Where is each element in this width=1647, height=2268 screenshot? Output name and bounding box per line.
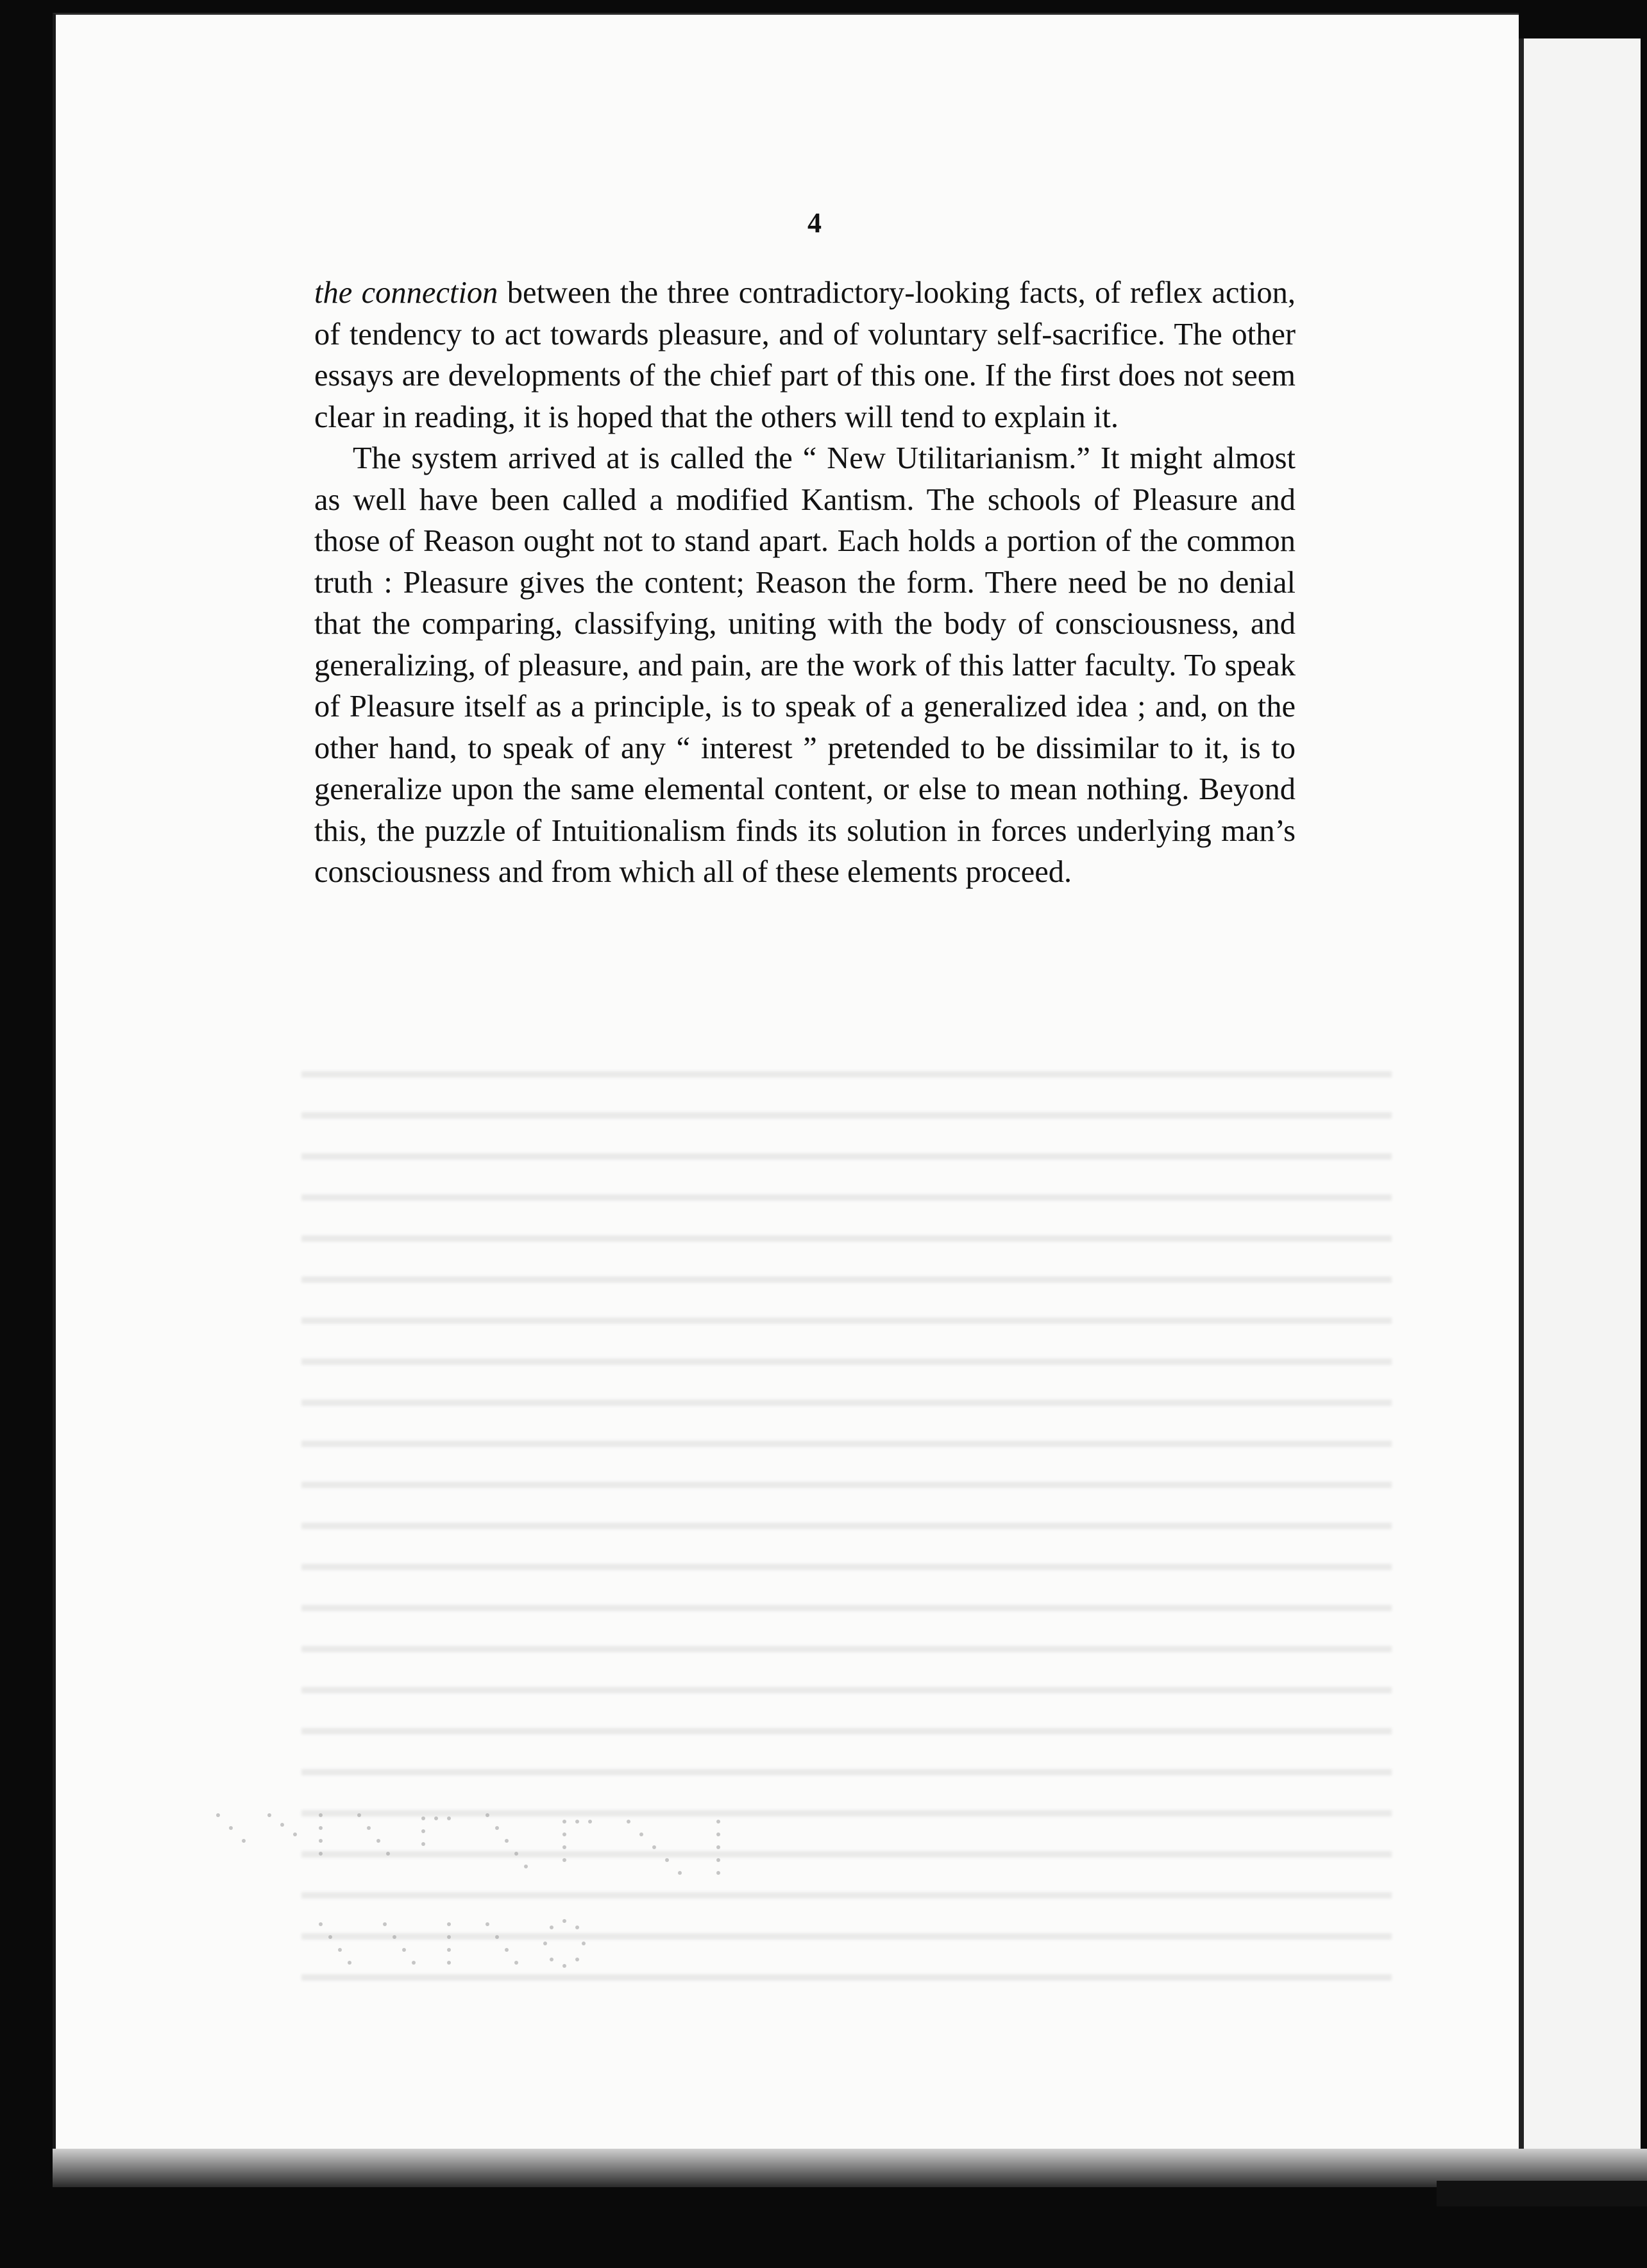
italic-lead: the connection — [314, 276, 498, 310]
perforated-stamp-icon — [192, 1790, 802, 2001]
paragraph-1-text: between the three contradictory-looking facts, of reflex action, of tendency to act towards pleasure, and of voluntary self-sacrifice. The other essays are developments of the chief part of this one. If the first does not seem clear in reading, it is hoped that the others will tend to explain it. — [314, 276, 1296, 434]
adjacent-page-edge — [1519, 38, 1641, 2155]
bottom-shadow — [53, 2149, 1647, 2187]
paragraph-1 — [314, 273, 1296, 438]
page-number: 4 — [807, 207, 822, 239]
bottom-edge — [1437, 2181, 1647, 2206]
body-text — [314, 273, 1296, 893]
paragraph-2: The system arrived at is called the “ New Utilitarianism.” It might almost as well have been called a modified Kantism. The schools of Pleasure and those of Reason ought not to stand apart. Each holds a portion of the common truth : Pleasure gives the content; Reason the form. There need be no denial that the comparing, classifying, uniting with the body of consciousness, and generalizing, of pleasure, and pain, are the work of this latter faculty. To speak of Pleasure itself as a principle, is to speak of a generalized idea ; and, on the other hand, to speak of any “ interest ” pretended to be dissimilar to it, is to generalize upon the same elemental content, or else to mean nothing. Beyond this, the puzzle of Intuitionalism finds its solution in forces underlying man’s consciousness and from which all of these elements proceed. — [314, 441, 1296, 889]
